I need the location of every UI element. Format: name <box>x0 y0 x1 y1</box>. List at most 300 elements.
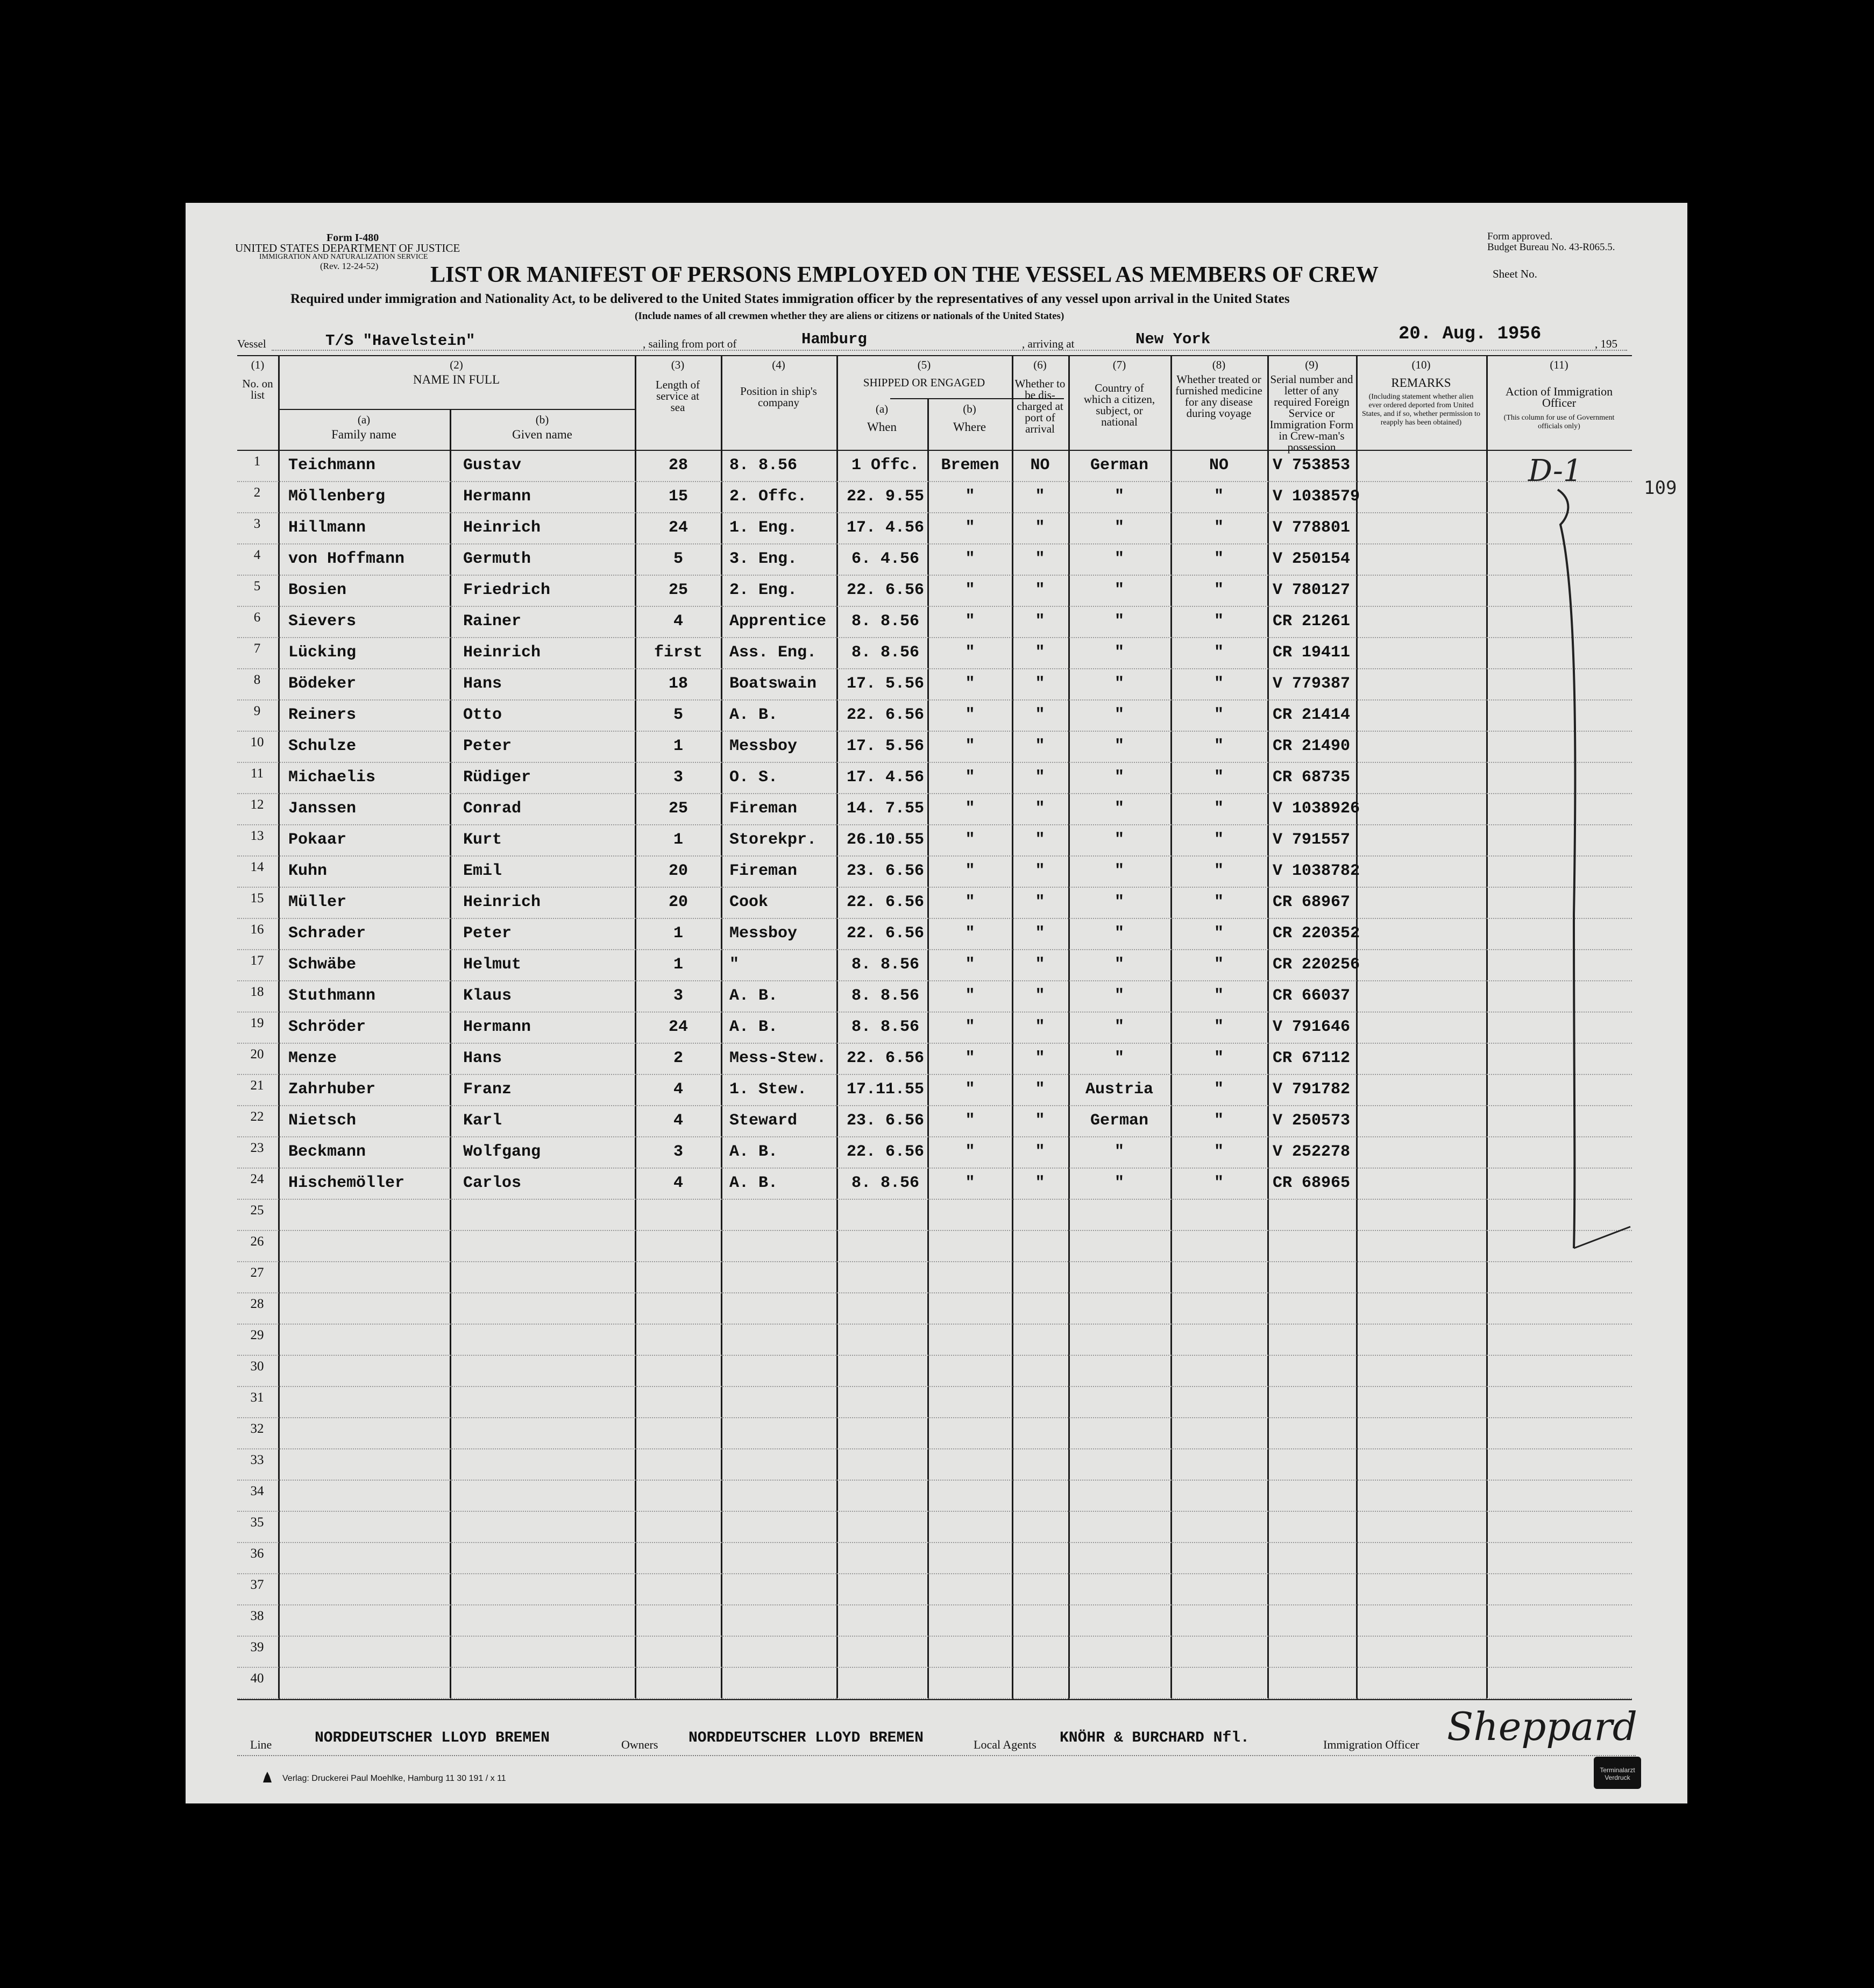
cell-where: " <box>965 1112 975 1130</box>
cell-when: 22. 6.56 <box>846 581 925 599</box>
cell-country: " <box>1114 862 1124 880</box>
row-separator <box>237 1136 1632 1137</box>
cell-service: 2 <box>673 1049 683 1067</box>
cell-service: 3 <box>673 1143 683 1161</box>
cell-where: " <box>965 1018 975 1036</box>
cell-given: Peter <box>463 924 512 943</box>
vessel-name: T/S "Havelstein" <box>325 332 475 350</box>
cell-when: 17. 4.56 <box>846 768 925 787</box>
cell-given: Franz <box>463 1080 512 1099</box>
cell-position: 2. Offc. <box>729 487 807 506</box>
cell-serial: V 791646 <box>1273 1018 1351 1036</box>
cell-country: " <box>1114 1143 1124 1161</box>
cell-discharge: " <box>1035 1174 1045 1192</box>
cell-where: " <box>965 612 975 631</box>
cell-service: 3 <box>673 768 683 787</box>
action-mark: D-1 <box>1528 454 1582 489</box>
cell-service: 20 <box>668 893 688 911</box>
row-number: 4 <box>253 548 261 562</box>
cell-discharge: " <box>1035 1080 1045 1099</box>
cell-serial: V 1038579 <box>1273 487 1360 506</box>
row-number: 19 <box>250 1016 264 1030</box>
row-number: 26 <box>250 1234 264 1249</box>
cell-family: Michaelis <box>288 768 376 787</box>
row-number: 5 <box>253 579 261 593</box>
cell-service: 24 <box>668 1018 688 1036</box>
cell-where: " <box>965 768 975 787</box>
cell-discharge: " <box>1035 1018 1045 1036</box>
cell-serial: CR 68965 <box>1273 1174 1351 1192</box>
row-separator <box>237 699 1632 701</box>
cell-serial: CR 21490 <box>1273 737 1351 755</box>
cell-discharge: " <box>1035 956 1045 974</box>
cell-serial: V 778801 <box>1273 519 1351 537</box>
cell-discharge: " <box>1035 768 1045 787</box>
col-4-header: (4) Position in ship's company <box>740 358 817 409</box>
cell-where: " <box>965 737 975 755</box>
cell-country: " <box>1114 519 1124 537</box>
col-11-header: (11) Action of Immigration Officer (This column for use of Government officials only) <box>1503 358 1615 430</box>
cell-discharge: " <box>1035 800 1045 818</box>
cell-given: Conrad <box>463 800 522 818</box>
cell-given: Heinrich <box>463 643 541 662</box>
col-divider <box>635 355 636 1700</box>
cell-serial: CR 220256 <box>1273 956 1360 974</box>
row-separator <box>237 1636 1632 1637</box>
cell-country: " <box>1114 706 1124 724</box>
row-separator <box>237 512 1632 513</box>
cell-medicine: " <box>1213 581 1224 599</box>
cell-serial: CR 66037 <box>1273 987 1351 1005</box>
local-agents: KNÖHR & BURCHARD Nfl. <box>1060 1730 1250 1746</box>
row-separator <box>237 887 1632 888</box>
form-revision: (Rev. 12-24-52) <box>320 261 379 271</box>
cell-position: 8. 8.56 <box>729 456 798 475</box>
cell-family: Schulze <box>288 737 357 755</box>
cell-when: 8. 8.56 <box>851 612 920 631</box>
cell-country: " <box>1114 612 1124 631</box>
owners: NORDDEUTSCHER LLOYD BREMEN <box>688 1730 924 1746</box>
cell-family: Kuhn <box>288 862 328 880</box>
cell-country: " <box>1114 956 1124 974</box>
cell-where: " <box>965 519 975 537</box>
cell-medicine: " <box>1213 1018 1224 1036</box>
cell-serial: CR 21261 <box>1273 612 1351 631</box>
row-number: 3 <box>253 517 261 531</box>
cell-discharge: " <box>1035 612 1045 631</box>
cell-given: Hermann <box>463 1018 531 1036</box>
cell-serial: CR 67112 <box>1273 1049 1351 1067</box>
col-divider <box>1068 355 1070 1700</box>
row-separator <box>237 1448 1632 1449</box>
cell-family: Hillmann <box>288 519 366 537</box>
cell-when: 22. 6.56 <box>846 706 925 724</box>
col-divider <box>1267 355 1269 1700</box>
row-separator <box>237 1386 1632 1387</box>
cell-medicine: " <box>1213 519 1224 537</box>
cell-when: 6. 4.56 <box>851 550 920 568</box>
cell-country: " <box>1114 831 1124 849</box>
row-separator <box>237 668 1632 669</box>
cell-service: 5 <box>673 550 683 568</box>
row-separator <box>237 855 1632 857</box>
cell-position: Boatswain <box>729 675 817 693</box>
cell-discharge: " <box>1035 643 1045 662</box>
table-top-rule <box>237 355 1632 356</box>
row-separator <box>237 949 1632 950</box>
cell-serial: V 1038782 <box>1273 862 1360 880</box>
cell-when: 8. 8.56 <box>851 987 920 1005</box>
cell-when: 23. 6.56 <box>846 862 925 880</box>
cell-discharge: " <box>1035 862 1045 880</box>
row-number: 35 <box>250 1515 264 1530</box>
cell-given: Germuth <box>463 550 531 568</box>
cell-when: 14. 7.55 <box>846 800 925 818</box>
row-number: 7 <box>253 641 261 656</box>
cell-family: Sievers <box>288 612 357 631</box>
cell-given: Hermann <box>463 487 531 506</box>
row-separator <box>237 1105 1632 1106</box>
service-name: IMMIGRATION AND NATURALIZATION SERVICE <box>259 253 428 261</box>
cell-discharge: " <box>1035 831 1045 849</box>
cell-country: " <box>1114 893 1124 911</box>
cell-family: von Hoffmann <box>288 550 405 568</box>
arriving-label: , arriving at <box>1022 337 1075 350</box>
row-number: 18 <box>250 985 264 999</box>
cell-given: Wolfgang <box>463 1143 541 1161</box>
year-suffix: , 195 <box>1595 337 1617 350</box>
line-label: Line <box>250 1738 272 1751</box>
cell-service: 1 <box>673 737 683 755</box>
row-separator <box>237 543 1632 544</box>
cell-position: Fireman <box>729 862 798 880</box>
cell-family: Beckmann <box>288 1143 366 1161</box>
row-number: 10 <box>250 735 264 749</box>
cell-service: 4 <box>673 1080 683 1099</box>
line-company: NORDDEUTSCHER LLOYD BREMEN <box>315 1730 550 1746</box>
col-divider <box>278 355 280 1700</box>
cell-serial: CR 21414 <box>1273 706 1351 724</box>
row-separator <box>237 1292 1632 1293</box>
cell-discharge: " <box>1035 737 1045 755</box>
cell-discharge: " <box>1035 550 1045 568</box>
cell-family: Müller <box>288 893 347 911</box>
cell-given: Heinrich <box>463 893 541 911</box>
footer-rule <box>237 1755 1636 1756</box>
cell-serial: CR 68735 <box>1273 768 1351 787</box>
row-number: 25 <box>250 1203 264 1218</box>
cell-country: " <box>1114 487 1124 506</box>
cell-position: 3. Eng. <box>729 550 798 568</box>
cell-position: A. B. <box>729 1018 778 1036</box>
officer-signature: Sheppard <box>1447 1704 1637 1749</box>
cell-when: 17. 5.56 <box>846 737 925 755</box>
cell-family: Reiners <box>288 706 357 724</box>
cell-where: " <box>965 862 975 880</box>
row-separator <box>237 1324 1632 1325</box>
crew-table <box>237 355 1677 1700</box>
cell-service: 3 <box>673 987 683 1005</box>
row-number: 8 <box>253 673 261 687</box>
col-7-header: (7) Country of which a citizen, subject, or national <box>1083 358 1155 428</box>
cell-position: 2. Eng. <box>729 581 798 599</box>
row-number: 11 <box>250 766 264 781</box>
row-separator <box>237 918 1632 919</box>
cell-discharge: " <box>1035 487 1045 506</box>
cell-where: " <box>965 956 975 974</box>
agents-label: Local Agents <box>974 1738 1037 1751</box>
cell-given: Karl <box>463 1112 502 1130</box>
cell-country: Austria <box>1085 1080 1154 1099</box>
header-bottom-rule <box>237 450 1632 451</box>
cell-service: 4 <box>673 1174 683 1192</box>
row-number: 2 <box>253 485 261 500</box>
row-separator <box>237 575 1632 576</box>
cell-family: Schrader <box>288 924 366 943</box>
cell-service: 1 <box>673 924 683 943</box>
cell-when: 22. 9.55 <box>846 487 925 506</box>
cell-medicine: " <box>1213 768 1224 787</box>
cell-medicine: " <box>1213 675 1224 693</box>
cell-when: 22. 6.56 <box>846 1049 925 1067</box>
cell-where: " <box>965 1143 975 1161</box>
row-separator <box>237 1698 1632 1699</box>
col-10-header: (10) REMARKS (Including statement whether alien ever ordered deported from United States, and if so, whether permission to reapply has been obtained) <box>1361 358 1481 427</box>
cell-medicine: " <box>1213 1143 1224 1161</box>
cell-discharge: " <box>1035 519 1045 537</box>
col-6-header: (6) Whether to be dis-charged at port of arrival <box>1014 358 1066 435</box>
col-5b-header: (b) Where <box>953 402 986 434</box>
cell-discharge: " <box>1035 581 1045 599</box>
cell-family: Janssen <box>288 800 357 818</box>
row-number: 36 <box>250 1546 264 1561</box>
col-divider <box>1170 355 1172 1700</box>
sheet-number-label: Sheet No. <box>1493 267 1537 280</box>
cell-country: " <box>1114 1049 1124 1067</box>
row-number: 33 <box>250 1453 264 1467</box>
cell-where: " <box>965 675 975 693</box>
cell-country: German <box>1090 1112 1149 1130</box>
row-number: 22 <box>250 1109 264 1124</box>
cell-given: Emil <box>463 862 502 880</box>
cell-where: " <box>965 924 975 943</box>
cell-discharge: " <box>1035 675 1045 693</box>
cell-position: Apprentice <box>729 612 827 631</box>
printer-icon <box>261 1770 274 1784</box>
row-number: 30 <box>250 1359 264 1374</box>
cell-family: Lücking <box>288 643 357 662</box>
action-bracket <box>1544 484 1641 1280</box>
cell-given: Otto <box>463 706 502 724</box>
row-number: 15 <box>250 891 264 905</box>
col-5-header: (5) SHIPPED OR ENGAGED <box>863 358 985 389</box>
row-separator <box>237 637 1632 638</box>
cell-where: Bremen <box>941 456 999 475</box>
cell-country: " <box>1114 924 1124 943</box>
cell-serial: V 1038926 <box>1273 800 1360 818</box>
page-number: 109 <box>1644 477 1677 499</box>
row-number: 9 <box>253 704 261 718</box>
cell-position: 1. Stew. <box>729 1080 807 1099</box>
row-separator <box>237 762 1632 763</box>
cell-country: " <box>1114 737 1124 755</box>
cell-given: Hans <box>463 1049 502 1067</box>
cell-country: " <box>1114 800 1124 818</box>
cell-discharge: " <box>1035 893 1045 911</box>
row-number: 40 <box>250 1671 264 1686</box>
col-divider <box>721 355 722 1700</box>
cell-discharge: " <box>1035 706 1045 724</box>
cell-where: " <box>965 800 975 818</box>
cell-when: 17.11.55 <box>846 1080 925 1099</box>
sailing-label: , sailing from port of <box>643 337 737 350</box>
cell-service: 1 <box>673 831 683 849</box>
cell-given: Carlos <box>463 1174 522 1192</box>
cell-service: 15 <box>668 487 688 506</box>
row-separator <box>237 1355 1632 1356</box>
cell-medicine: " <box>1213 1080 1224 1099</box>
terminal-stamp: Terminalarzt Verdruck <box>1594 1757 1641 1789</box>
row-number: 32 <box>250 1421 264 1436</box>
cell-where: " <box>965 831 975 849</box>
cell-serial: CR 220352 <box>1273 924 1360 943</box>
row-number: 21 <box>250 1078 264 1093</box>
cell-when: 8. 8.56 <box>851 1174 920 1192</box>
cell-when: 8. 8.56 <box>851 643 920 662</box>
cell-family: Möllenberg <box>288 487 386 506</box>
cell-family: Bödeker <box>288 675 357 693</box>
row-separator <box>237 1168 1632 1169</box>
cell-medicine: NO <box>1209 456 1229 475</box>
row-separator <box>237 1011 1632 1013</box>
officer-label: Immigration Officer <box>1323 1738 1419 1751</box>
cell-serial: V 780127 <box>1273 581 1351 599</box>
cell-service: 25 <box>668 800 688 818</box>
col-3-header: (3) Length of service at sea <box>655 358 700 414</box>
cell-family: Schröder <box>288 1018 366 1036</box>
arrival-date: 20. Aug. 1956 <box>1399 324 1542 344</box>
cell-given: Rüdiger <box>463 768 531 787</box>
port-of-arrival: New York <box>1135 330 1211 348</box>
row-separator <box>237 1043 1632 1044</box>
row-number: 17 <box>250 953 264 968</box>
cell-medicine: " <box>1213 737 1224 755</box>
cell-medicine: " <box>1213 893 1224 911</box>
cell-where: " <box>965 893 975 911</box>
row-separator <box>237 793 1632 794</box>
name-subheader-rule <box>278 409 635 410</box>
cell-family: Pokaar <box>288 831 347 849</box>
cell-service: 24 <box>668 519 688 537</box>
cell-when: 17. 4.56 <box>846 519 925 537</box>
cell-service: 18 <box>668 675 688 693</box>
cell-where: " <box>965 487 975 506</box>
cell-given: Rainer <box>463 612 522 631</box>
cell-service: first <box>654 643 702 662</box>
owners-label: Owners <box>621 1738 658 1751</box>
cell-serial: V 779387 <box>1273 675 1351 693</box>
cell-position: Fireman <box>729 800 798 818</box>
table-bottom-rule <box>237 1699 1632 1700</box>
cell-family: Stuthmann <box>288 987 376 1005</box>
page-subtitle: Required under immigration and Nationality Act, to be delivered to the United States immigration officer by the representatives of any vessel upon arrival in the United States <box>290 292 1290 306</box>
cell-when: 22. 6.56 <box>846 924 925 943</box>
cell-family: Bosien <box>288 581 347 599</box>
cell-given: Kurt <box>463 831 502 849</box>
cell-given: Peter <box>463 737 512 755</box>
cell-country: " <box>1114 581 1124 599</box>
cell-serial: V 753853 <box>1273 456 1351 475</box>
cell-country: German <box>1090 456 1149 475</box>
cell-position: O. S. <box>729 768 778 787</box>
form-approved: Form approved. <box>1487 231 1553 242</box>
row-number: 1 <box>253 454 261 469</box>
cell-medicine: " <box>1213 643 1224 662</box>
cell-when: 1 Offc. <box>851 456 920 475</box>
cell-medicine: " <box>1213 862 1224 880</box>
row-separator <box>237 1230 1632 1231</box>
cell-position: Mess-Stew. <box>729 1049 827 1067</box>
cell-given: Friedrich <box>463 581 551 599</box>
cell-discharge: " <box>1035 924 1045 943</box>
cell-service: 28 <box>668 456 688 475</box>
page-title: LIST OR MANIFEST OF PERSONS EMPLOYED ON THE VESSEL AS MEMBERS OF CREW <box>430 263 1379 287</box>
row-separator <box>237 1542 1632 1543</box>
cell-discharge: " <box>1035 1049 1045 1067</box>
cell-medicine: " <box>1213 550 1224 568</box>
col-divider <box>1012 355 1013 1700</box>
col-divider <box>450 409 451 1700</box>
col-5a-header: (a) When <box>867 402 897 434</box>
cell-when: 8. 8.56 <box>851 1018 920 1036</box>
cell-discharge: " <box>1035 1143 1045 1161</box>
cell-serial: CR 68967 <box>1273 893 1351 911</box>
cell-given: Klaus <box>463 987 512 1005</box>
cell-where: " <box>965 1174 975 1192</box>
row-separator <box>237 1480 1632 1481</box>
cell-discharge: NO <box>1030 456 1050 475</box>
row-separator <box>237 1667 1632 1668</box>
col-1-header: (1) No. on list <box>242 358 273 401</box>
row-separator <box>237 1511 1632 1512</box>
cell-medicine: " <box>1213 1049 1224 1067</box>
cell-country: " <box>1114 1018 1124 1036</box>
cell-medicine: " <box>1213 1112 1224 1130</box>
vessel-label: Vessel <box>237 337 266 350</box>
cell-family: Teichmann <box>288 456 376 475</box>
cell-where: " <box>965 1080 975 1099</box>
col-9-header: (9) Serial number and letter of any required Foreign Service or Immigration Form in Crew-man's possession <box>1269 358 1354 454</box>
row-separator <box>237 824 1632 825</box>
cell-service: 4 <box>673 612 683 631</box>
cell-medicine: " <box>1213 987 1224 1005</box>
cell-country: " <box>1114 1174 1124 1192</box>
cell-when: 23. 6.56 <box>846 1112 925 1130</box>
cell-service: 1 <box>673 956 683 974</box>
row-separator <box>237 1074 1632 1075</box>
cell-when: 8. 8.56 <box>851 956 920 974</box>
cell-position: A. B. <box>729 706 778 724</box>
cell-family: Nietsch <box>288 1112 357 1130</box>
col-2b-header: (b) Given name <box>512 413 572 441</box>
cell-when: 17. 5.56 <box>846 675 925 693</box>
col-2a-header: (a) Family name <box>331 413 396 441</box>
cell-country: " <box>1114 987 1124 1005</box>
cell-where: " <box>965 550 975 568</box>
cell-country: " <box>1114 768 1124 787</box>
cell-medicine: " <box>1213 831 1224 849</box>
row-separator <box>237 1199 1632 1200</box>
